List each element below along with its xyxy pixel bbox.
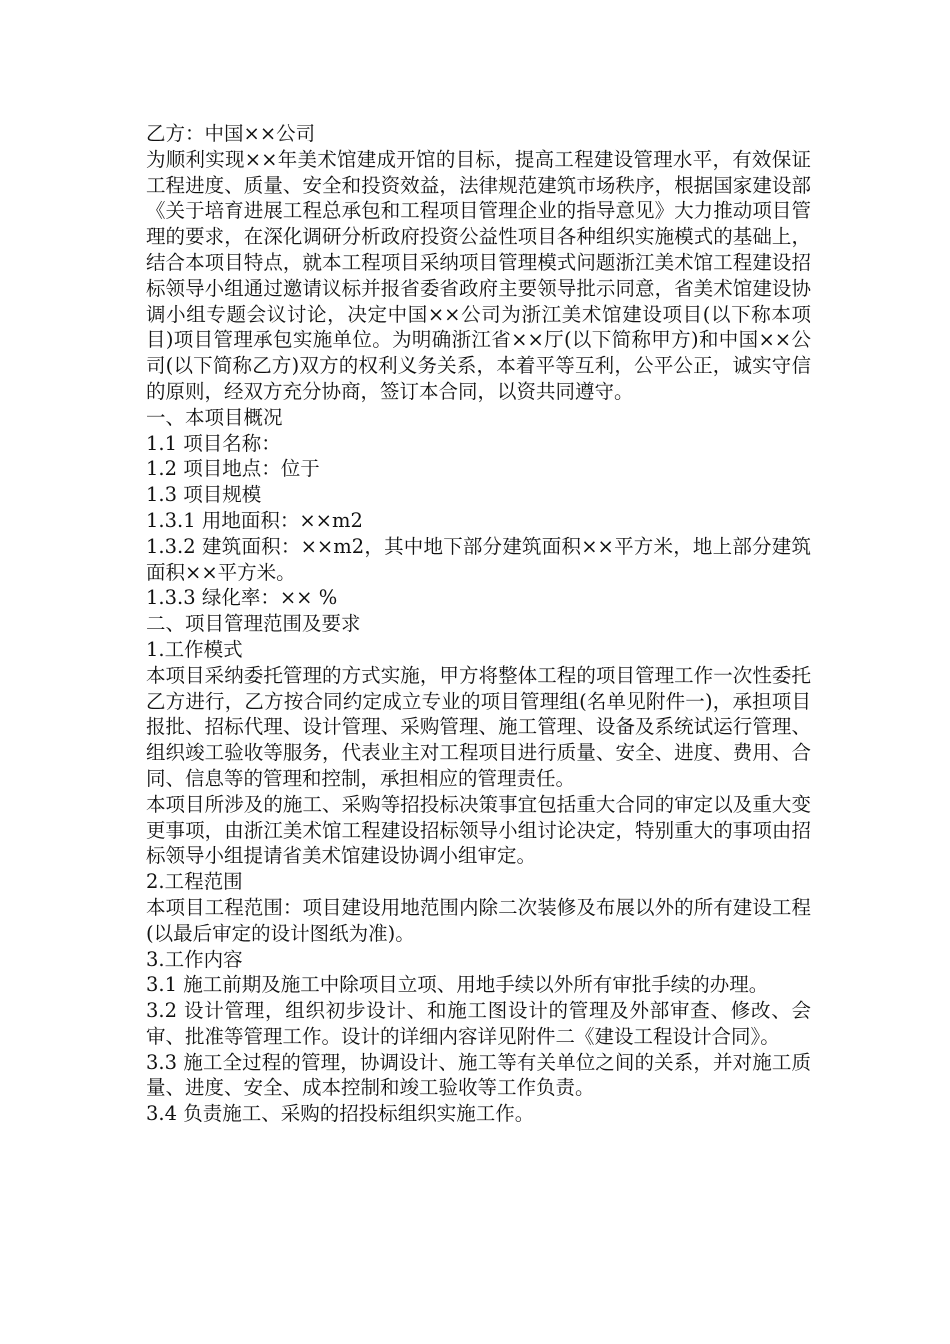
tender-decision-paragraph: 本项目所涉及的施工、采购等招投标决策事宜包括重大合同的审定以及重大变更事项，由浙江美术馆工程建设招标领导小组讨论决定，特别重大的事项由招标领导小组提请省美术馆建设协调小组审定。 [146,792,811,868]
clause-3-3: 3.3 施工全过程的管理，协调设计、施工等有关单位之间的关系，并对施工质量、进度、安全、成本控制和竣工验收等工作负责。 [146,1050,811,1100]
work-mode-paragraph: 本项目采纳委托管理的方式实施，甲方将整体工程的项目管理工作一次性委托乙方进行，乙方按合同约定成立专业的项目管理组(名单见附件一)，承担项目报批、招标代理、设计管理、采购管理、施工管理、设备及系统试运行管理、组织竣工验收等服务，代表业主对工程项目进行质量、安全、进度、费用、合同、信息等的管理和控制，承担相应的管理责任。 [146,663,811,790]
party-b-line: 乙方：中国××公司 [146,122,316,145]
subheading-work-content: 3.工作内容 [146,947,243,971]
clause-3-1: 3.1 施工前期及施工中除项目立项、用地手续以外所有审批手续的办理。 [146,973,769,997]
clause-3-4: 3.4 负责施工、采购的招投标组织实施工作。 [146,1102,535,1126]
section-heading-overview: 一、本项目概况 [146,405,283,429]
document-body [146,121,811,1127]
clause-1-3-2: 1.3.2 建筑面积：××m2，其中地下部分建筑面积××平方米，地上部分建筑面积××平方米。 [146,534,811,584]
clause-1-3-1: 1.3.1 用地面积：××m2 [146,508,363,532]
clause-1-3-3: 1.3.3 绿化率：×× % [146,586,338,610]
clause-1-3: 1.3 项目规模 [146,483,262,507]
section-heading-scope: 二、项目管理范围及要求 [146,612,361,636]
clause-1-1: 1.1 项目名称： [146,431,281,455]
subheading-work-mode: 1.工作模式 [146,637,243,661]
project-scope-paragraph: 本项目工程范围：项目建设用地范围内除二次装修及布展以外的所有建设工程(以最后审定的设计图纸为准)。 [146,895,811,945]
clause-1-2: 1.2 项目地点：位于 [146,457,320,481]
subheading-project-scope: 2.工程范围 [146,870,243,894]
clause-3-2: 3.2 设计管理，组织初步设计、和施工图设计的管理及外部审查、修改、会审、批准等管理工作。设计的详细内容详见附件二《建设工程设计合同》。 [146,999,811,1048]
preamble-paragraph: 为顺利实现××年美术馆建成开馆的目标，提高工程建设管理水平，有效保证工程进度、质量、安全和投资效益，法律规范建筑市场秩序，根据国家建设部《关于培育进展工程总承包和工程项目管理企业的指导意见》大力推动项目管理的要求，在深化调研分析政府投资公益性项目各种组织实施模式的基础上，结合本项目特点，就本工程项目采纳项目管理模式问题浙江美术馆工程建设招标领导小组通过邀请议标并报省委省政府主要领导批示同意，省美术馆建设协调小组专题会议讨论，决定中国××公司为浙江美术馆建设项目(以下称本项目)项目管理承包实施单位。为明确浙江省××厅(以下简称甲方)和中国××公司(以下简称乙方)双方的权利义务关系，本着平等互利，公平公正，诚实守信的原则，经双方充分协商，签订本合同，以资共同遵守。 [146,147,811,403]
